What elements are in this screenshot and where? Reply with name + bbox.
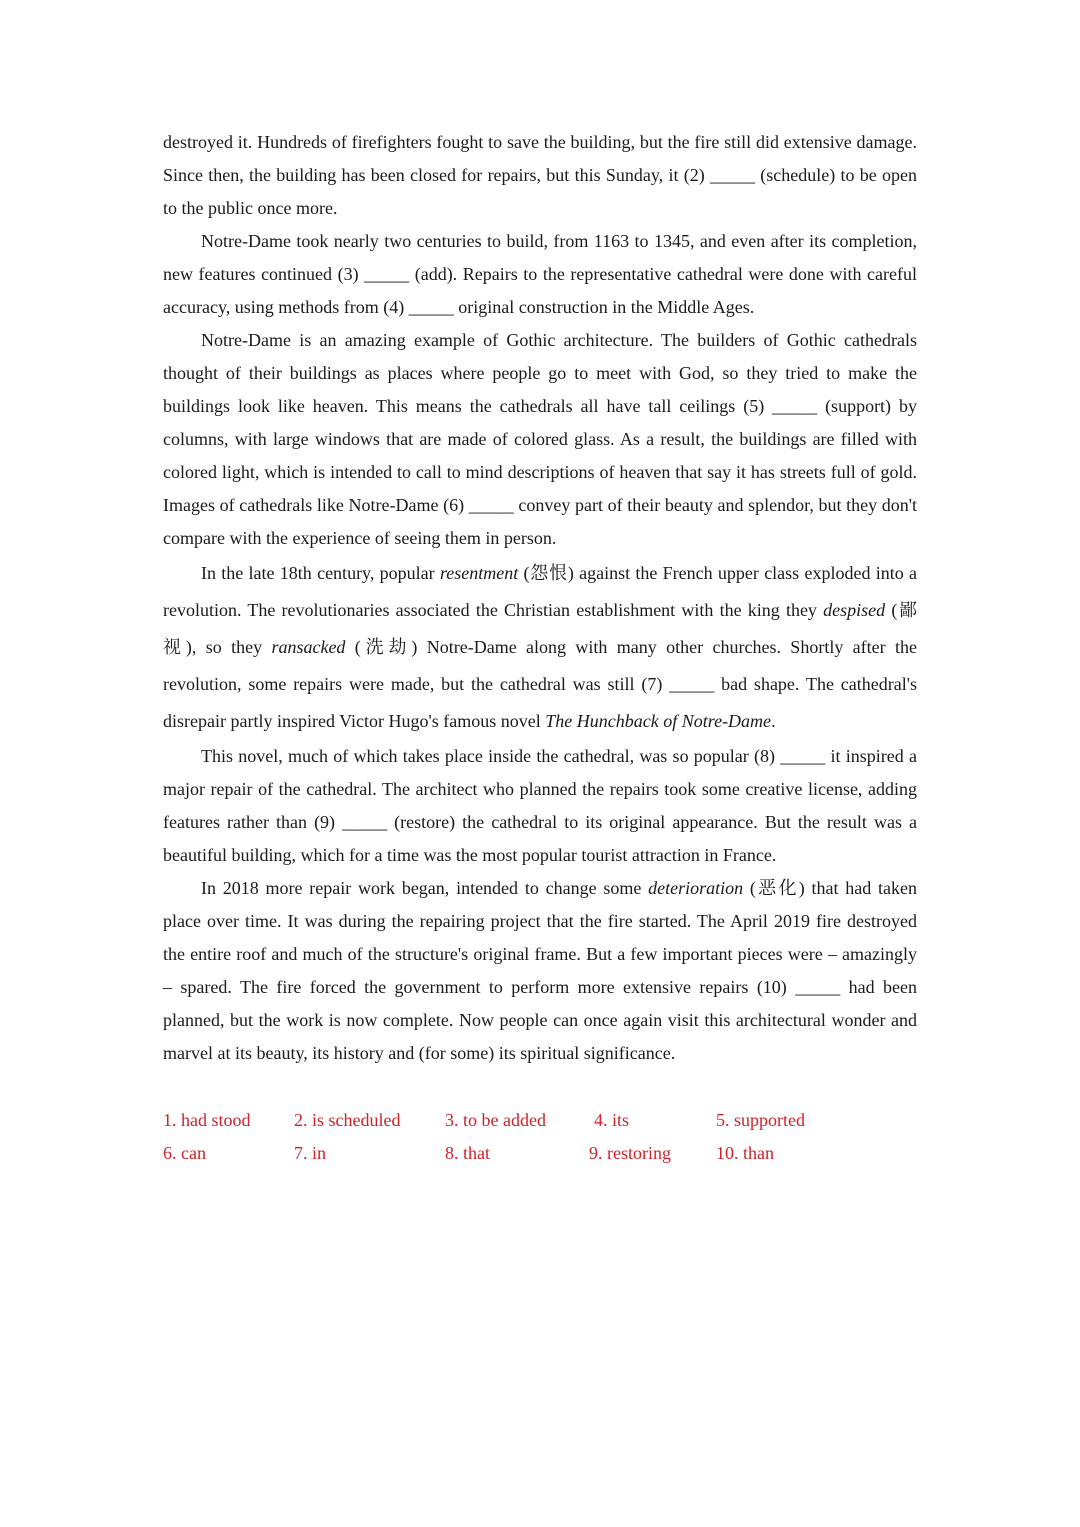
- paragraph-5: [163, 740, 917, 872]
- text-run: In 2018 more repair work began, intended to change some: [201, 878, 649, 898]
- text-run: (鄙视), so they: [163, 600, 917, 657]
- answer-5: 5. supported: [716, 1110, 805, 1130]
- text-run: (洗劫) Notre-Dame along with many other churches. Shortly after the revolution, some repairs were made, but the cathedral was still (7) _____ bad shape. The cathedral's disrepair partly inspired Victor Hugo's famous novel: [163, 637, 917, 731]
- document-page: [163, 126, 917, 1170]
- answer-7: 7. in: [294, 1143, 327, 1163]
- text-run: In the late 18th century, popular: [201, 563, 440, 583]
- text-run: This novel, much of which takes place inside the cathedral, was so popular (8) _____ it inspired a major repair of the cathedral. The architect who planned the repairs took some creative license, adding features rather than (9) _____ (restore) the cathedral to its original appearance. But the result was a beautiful building, which for a time was the most popular tourist attraction in France.: [163, 746, 917, 865]
- answer-1: 1. had stood: [163, 1110, 251, 1130]
- answer-4: 4. its: [594, 1110, 630, 1130]
- passage: [163, 126, 917, 1070]
- paragraph-4: [163, 555, 917, 740]
- italic-term: deterioration: [648, 878, 744, 898]
- answer-3: 3. to be added: [445, 1110, 546, 1130]
- italic-term: resentment: [439, 563, 519, 583]
- answer-9: 9. restoring: [589, 1143, 671, 1163]
- text-run: (恶化) that had taken place over time. It was during the repairing project that the fire started. The April 2019 fire destroyed the entire roof and much of the structure's original frame. But a few important pieces were – amazingly – spared. The fire forced the government to perform more extensive repairs (10) _____ had been planned, but the work is now complete. Now people can once again visit this architectural wonder and marvel at its beauty, its history and (for some) its spiritual significance.: [163, 878, 917, 1063]
- italic-term: despised: [823, 600, 886, 620]
- answer-6: 6. can: [163, 1143, 206, 1163]
- answer-row-1: [163, 1104, 917, 1137]
- answer-row-2: [163, 1137, 917, 1170]
- text-run: destroyed it. Hundreds of firefighters fought to save the building, but the fire still did extensive damage. Since then, the building has been closed for repairs, but this Sunday, it (2) _____ (schedule) to be open to the public once more.: [163, 132, 917, 218]
- text-run: .: [771, 711, 776, 731]
- answer-2: 2. is scheduled: [294, 1110, 401, 1130]
- paragraph-1: [163, 126, 917, 225]
- italic-term: ransacked: [271, 637, 346, 657]
- paragraph-2: [163, 225, 917, 324]
- answer-10: 10. than: [716, 1143, 774, 1163]
- paragraph-6: [163, 872, 917, 1070]
- italic-term: The Hunchback of Notre-Dame: [545, 711, 772, 731]
- text-run: Notre-Dame is an amazing example of Gothic architecture. The builders of Gothic cathedrals thought of their buildings as places where people go to meet with God, so they tried to make the buildings look like heaven. This means the cathedrals all have tall ceilings (5) _____ (support) by columns, with large windows that are made of colored glass. As a result, the buildings are filled with colored light, which is intended to call to mind descriptions of heaven that say it has streets full of gold. Images of cathedrals like Notre-Dame (6) _____ convey part of their beauty and splendor, but they don't compare with the experience of seeing them in person.: [163, 330, 917, 548]
- answer-key: [163, 1104, 917, 1170]
- answer-8: 8. that: [445, 1143, 490, 1163]
- text-run: (怨恨) against the French upper class exploded into a revolution. The revolutionaries associated the Christian establishment with the king they: [163, 563, 917, 620]
- paragraph-3: [163, 324, 917, 555]
- text-run: Notre-Dame took nearly two centuries to build, from 1163 to 1345, and even after its completion, new features continued (3) _____ (add). Repairs to the representative cathedral were done with careful accuracy, using methods from (4) _____ original construction in the Middle Ages.: [163, 231, 917, 317]
